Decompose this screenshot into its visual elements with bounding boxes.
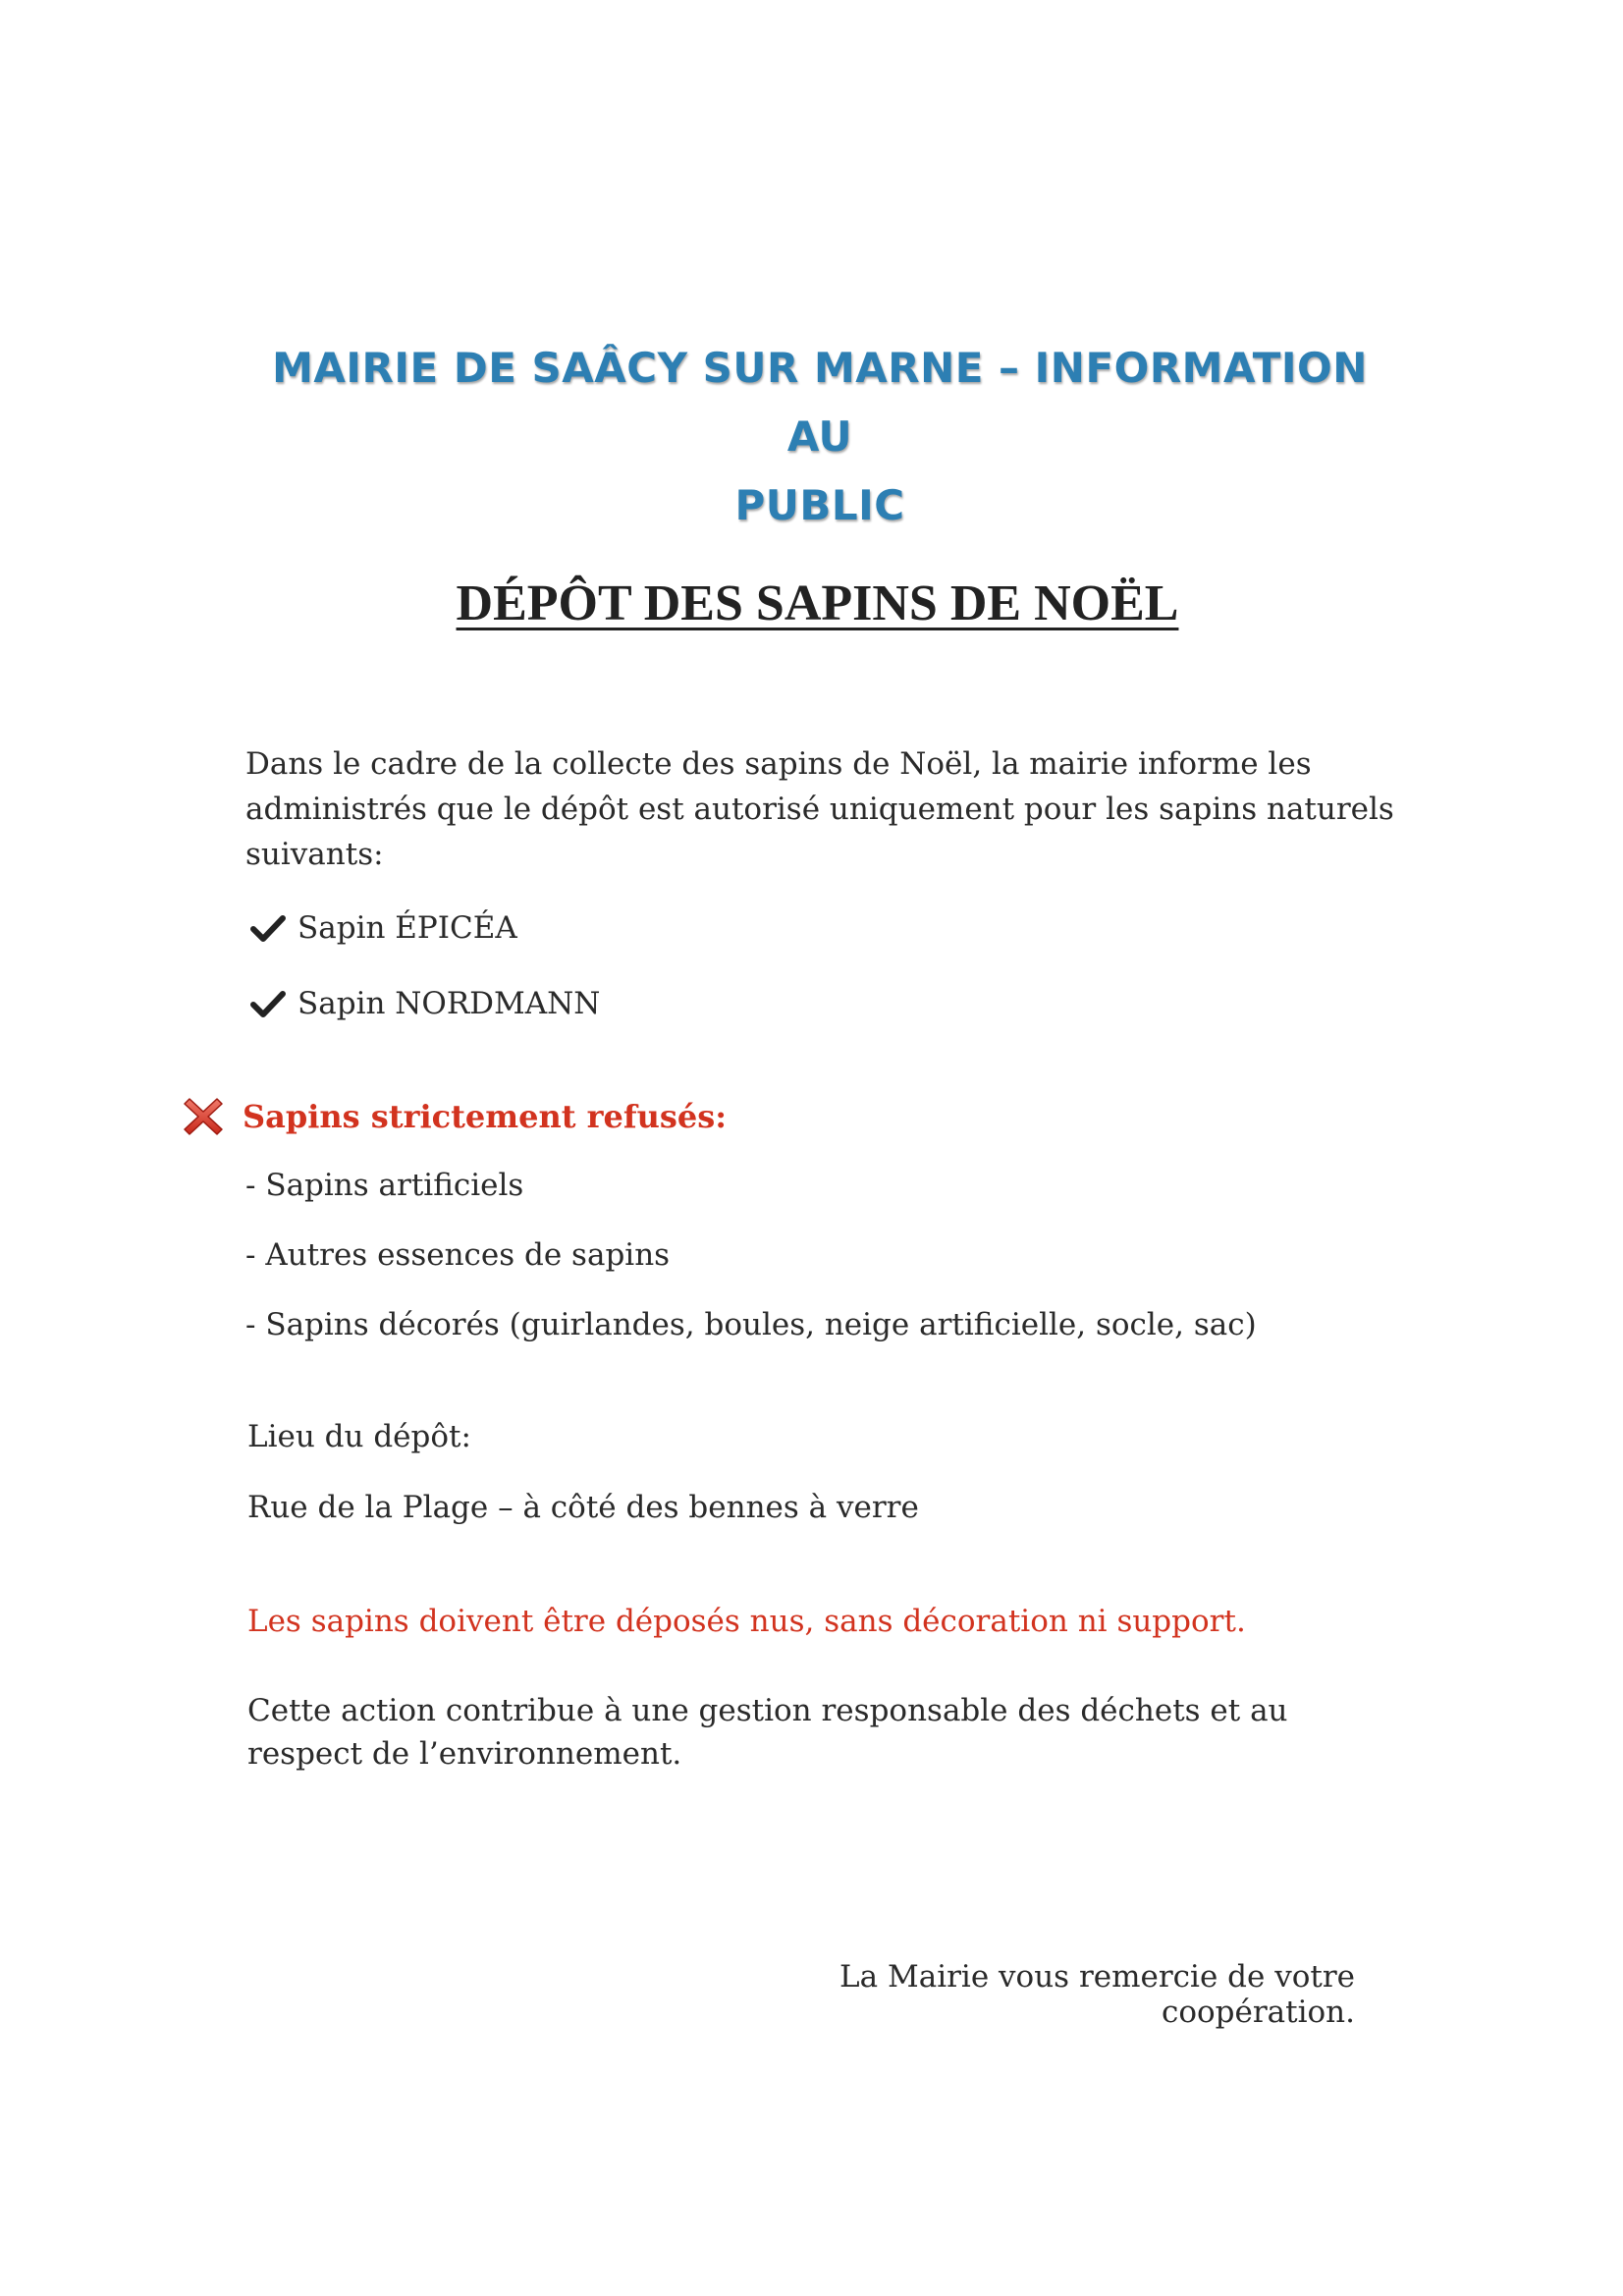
header-title-line1: MAIRIE DE SAÂCY SUR MARNE – INFORMATION AU [272,344,1368,461]
list-item: - Autres essences de sapins [245,1237,671,1273]
checkmark-icon [250,989,286,1018]
closing-paragraph: Cette action contribue à une gestion responsable des déchets et au respect de l’environnement. [247,1693,1288,1772]
header-title [255,334,1384,540]
thanks-text: La Mairie vous remercie de votre coopération. [839,1959,1355,2030]
allowed-item-nordmann [250,984,600,1023]
refused-heading [182,1095,727,1138]
refused-list [245,1166,1375,1375]
place-label: Lieu du dépôt: [247,1419,471,1454]
allowed-item-label: Sapin ÉPICÉA [298,910,517,946]
red-x-icon [182,1095,225,1138]
list-item: - Sapins décorés (guirlandes, boules, neige artificielle, socle, sac) [245,1307,1257,1342]
warning-text: Les sapins doivent être déposés nus, sans décoration ni support. [247,1604,1246,1639]
intro-paragraph: Dans le cadre de la collecte des sapins de Noël, la mairie informe les administrés que le dépôt est autorisé uniquement pour les sapins naturels suivants: [245,746,1394,872]
checkmark-icon [250,913,286,943]
list-item: - Sapins artificiels [245,1168,524,1203]
allowed-item-epicea [250,908,517,948]
header-title-line2: PUBLIC [734,481,905,529]
place-value: Rue de la Plage – à côté des bennes à verre [247,1490,919,1525]
allowed-item-label: Sapin NORDMANN [298,986,601,1021]
refused-heading-label: Sapins strictement refusés: [243,1098,728,1135]
document-title: DÉPÔT DES SAPINS DE NOËL [456,575,1179,631]
